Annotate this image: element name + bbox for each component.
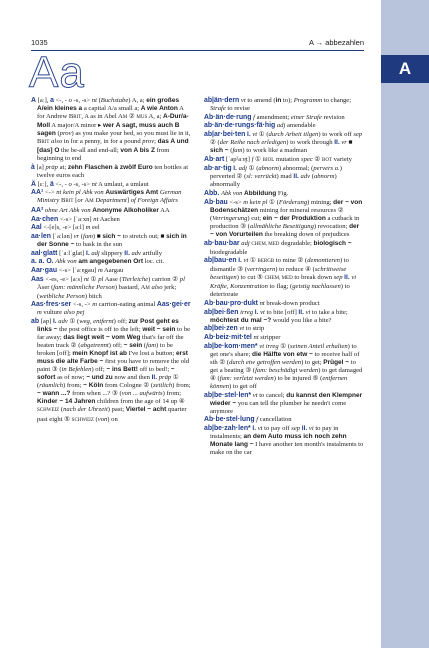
dictionary-entry: ab·ar·tig I. adj ① (abnorm) abnormal; (pervers a.) perverted ② (sl: verrückt) mad II. adv (abnorm) abnormally bbox=[204, 165, 342, 189]
dictionary-entry: aal·glatt [ˈaːlˈglat] I. adj slippery II. adv artfully bbox=[31, 249, 163, 257]
dictionary-entry: ab·än·de·rungs·fä·hig adj amendable bbox=[204, 122, 316, 130]
dictionary-entry: ab|än·dern vt to amend (in to); Programm to change; Strafe to revise bbox=[204, 97, 352, 113]
dictionary-entry: AA¹ <-> nt kein pl Abk von Auswärtiges Amt German Ministry BRIT [or AM Department] of Foreign Affairs bbox=[31, 189, 182, 205]
section-letter: Aa bbox=[29, 48, 85, 97]
dictionary-entry: A [aː], a <-, - o -s, -s> nt (Buchstabe) A, a; ein großes A/ein kleines a a capital A/a small a; A wie Anton A for Andrew BRIT, A as in Abel AM ② MUS A, a; A-Dur/a-Moll A major/A minor ▸ wer A sagt, muss auch B sagen (prov) as you make your bed, so you must lie in it, BRIT also in for a penny, in for a pound prov; das A und [das] O the be-all and end-all; von A bis Z from beginning to end bbox=[31, 97, 191, 163]
dictionary-entry: Aa·chen <-s> [ˈaːxn] nt Aachen bbox=[31, 215, 120, 223]
dictionary-entry: Ä [ɛː], ä <-, - o -s, -s> nt A umlaut, a umlaut bbox=[31, 180, 149, 188]
dictionary-entry: ab|be·stel·len* vt to cancel; du kannst den Klempner wieder ~ you can tell the plumber he needn't come anymore bbox=[204, 391, 363, 415]
dictionary-entry: Abb. Abk von Abbildung Fig. bbox=[204, 190, 289, 198]
dictionary-entry: ab|bei·ßen irreg I. vt to bite [off] II. vi to take a bite; möchtest du mal ~? would you like a bite? bbox=[204, 308, 348, 324]
dictionary-entry: Ab·bau <-s> m kein pl ① (Förderung) mining; der ~ von Bodenschätzen mining for mineral resources ② (Verringerung) cut; ein ~ der Produktion a cutback in production ③ (allmähliche Beseitigung) revocation; der ~ von Vorurteilen the breaking down of prejudices bbox=[204, 198, 363, 238]
dictionary-entry: Aar·gau <-s> [ˈaːɐ̯gau] m Aargau bbox=[31, 266, 124, 274]
dictionary-entry: ab|ar·bei·ten I. vt ① (durch Arbeit tilgen) to work off sep ② (der Reihe nach erledigen) to work through II. vr ■ sich ~ (fam) to work like a madman bbox=[204, 130, 363, 155]
dictionary-entry: Ab·än·de·rung f amendment; einer Strafe revision bbox=[204, 113, 345, 121]
dictionary-entry: Aas·fres·ser <-s, -> m carrion-eating animal Aas·gei·er m vulture also pej bbox=[31, 301, 191, 317]
right-column bbox=[204, 97, 364, 457]
dictionary-entry: ab|bau·en I. vt ① BERGB to mine ② (demontieren) to dismantle ③ (verringern) to reduce ④ (schrittweise beseitigen) to cut ⑤ CHEM, MED to break down sep II. vi Kräfte, Konzentration to flag; (geistig nachlassen) to deteriorate bbox=[204, 257, 357, 299]
dictionary-entry: ab|be·zah·len* I. vt to pay off sep II. vi to pay in instalments; an dem Auto muss ich noch zehn Monate lang ~ I have another ten month's instalments to make on the car bbox=[204, 424, 364, 457]
dictionary-entry: ab|be·kom·men* vt irreg ① (seinen Anteil erhalten) to get one's share; die Hälfte von etw ~ to receive half of sth ② (durch etw getroffen werden) to get; Prügel ~ to get a beating ③ (fam: beschädigt werden) to get damaged ④ (fam: verletzt werden) to be injured ⑤ (entfernen können) to get off bbox=[204, 342, 363, 390]
dictionary-entry: a. a. O. Abk von am angegebenen Ort loc. cit. bbox=[31, 258, 165, 266]
dictionary-entry: ab [ap] I. adv ① (weg, entfernt) off; zur Post geht es links ~ the post office is off to the left; weit ~ sein to be far away; das liegt weit ~ vom Weg that's far off the beaten track ② (abgetrennt) off; ~ sein (fam) to be broken [off]; mein Knopf ist ab I've lost a button; erst muss die alte Farbe ~ first you have to remove the old paint ③ (in Befehlen) off; ~ ins Bett! off to bed!; ~ sofort as of now; ~ und zu now and then II. präp ① (räumlich) from; ~ Köln from Cologne ② (zeitlich) from; ~ wann ...? from when ...? ③ (von ... aufwärts) from; Kinder ~ 14 Jahren children from the age of 14 up ④ SCHWEIZ (nach der Uhrzeit) past; Viertel ~ acht quarter past eight ⑤ SCHWEIZ (von) on bbox=[31, 317, 191, 423]
thumb-index-tab-a: A bbox=[381, 55, 429, 83]
dictionary-entry: AA² ohne Art Abk von Anonyme Alkoholiker AA bbox=[31, 206, 170, 214]
running-head: A → abbezahlen bbox=[308, 38, 364, 47]
dictionary-entry: à [a] präp at; zehn Flaschen à zwölf Euro ten bottles at twelve euros each bbox=[31, 163, 189, 180]
dictionary-entry: Ab·art [ˈapˀaːɐ̯t] f ① BIOL mutation spec ② BOT variety bbox=[204, 155, 352, 163]
dictionary-entry: Ab·bau·pro·dukt nt break-down product bbox=[204, 300, 320, 308]
left-column bbox=[31, 97, 191, 425]
page-number: 1035 bbox=[31, 38, 48, 47]
dictionary-entry: Ab·be·stel·lung f cancellation bbox=[204, 416, 292, 424]
dictionary-entry: Ab·beiz·mit·tel nt stripper bbox=[204, 334, 281, 342]
dictionary-entry: ab·bau·bar adj CHEM, MED degradable; biologisch ~ biodegradable bbox=[204, 239, 352, 256]
dictionary-entry: Aal <-[e]s, -e> [aːl] m eel bbox=[31, 224, 100, 232]
dictionary-entry: ab|bei·zen vt to strip bbox=[204, 325, 265, 333]
dictionary-entry: aa·len [ˈaːlən] vr (fam) ■ sich ~ to stretch out; ■ sich in der Sonne ~ to bask in the sun bbox=[31, 232, 187, 248]
dictionary-entry: Aas <-es, -e> [aːs] nt ① pl Aase (Tierleiche) carrion ② pl Äser (fam: männliche Person) bastard, AM also jerk; (weibliche Person) bitch bbox=[31, 275, 185, 300]
alphabet-thumb-index bbox=[381, 0, 429, 648]
